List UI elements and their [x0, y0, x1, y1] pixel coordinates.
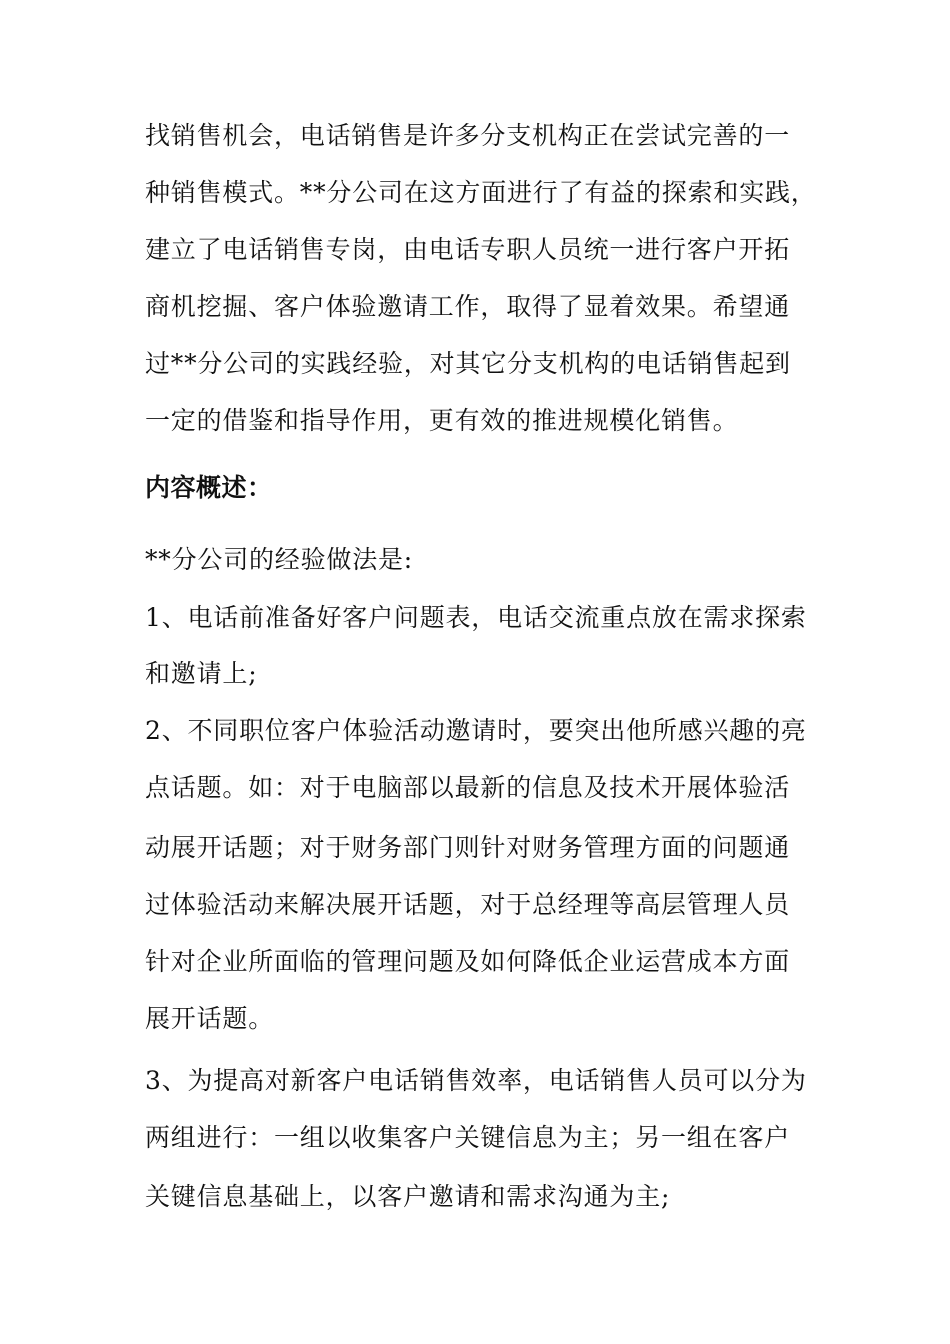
list-item-line: 动展开话题；对于财务部门则针对财务管理方面的问题通 — [145, 833, 791, 862]
list-item-line: 关键信息基础上，以客户邀请和需求沟通为主; — [145, 1182, 671, 1211]
section-heading: 内容概述： — [145, 473, 273, 502]
list-item-line: 点话题。如：对于电脑部以最新的信息及技术开展体验活 — [145, 773, 791, 802]
paragraph-line: 过**分公司的实践经验，对其它分支机构的电话销售起到 — [145, 349, 791, 378]
list-item-line: 2、不同职位客户体验活动邀请时，要突出他所感兴趣的亮 — [145, 716, 807, 745]
intro-line: **分公司的经验做法是: — [145, 545, 414, 574]
paragraph-line: 建立了电话销售专岗，由电话专职人员统一进行客户开拓 — [145, 235, 791, 264]
paragraph-line: 一定的借鉴和指导作用，更有效的推进规模化销售。 — [145, 406, 739, 435]
paragraph-line: 种销售模式。**分公司在这方面进行了有益的探索和实践， — [145, 178, 817, 207]
list-item-line: 展开话题。 — [145, 1004, 275, 1033]
list-item-line: 1、电话前准备好客户问题表，电话交流重点放在需求探索 — [145, 603, 807, 632]
list-item-line: 针对企业所面临的管理问题及如何降低企业运营成本方面 — [145, 947, 791, 976]
list-item-line: 和邀请上; — [145, 659, 258, 688]
list-item-line: 3、为提高对新客户电话销售效率，电话销售人员可以分为 — [145, 1066, 807, 1095]
list-item-line: 两组进行：一组以收集客户关键信息为主；另一组在客户 — [145, 1123, 791, 1152]
list-item-line: 过体验活动来解决展开话题，对于总经理等高层管理人员 — [145, 890, 791, 919]
paragraph-line: 商机挖掘、客户体验邀请工作，取得了显着效果。希望通 — [145, 292, 791, 321]
paragraph-line: 找销售机会，电话销售是许多分支机构正在尝试完善的一 — [145, 121, 791, 150]
